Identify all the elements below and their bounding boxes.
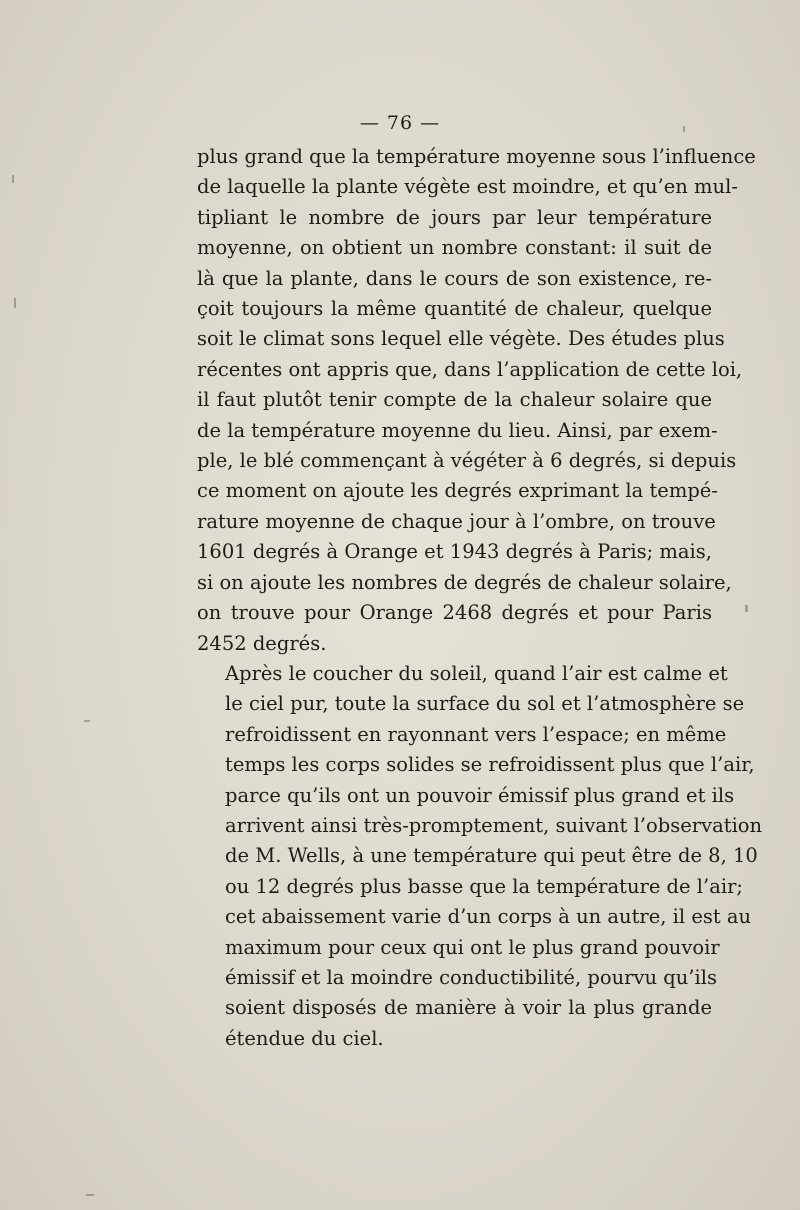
text-line: maximum pour ceux qui ont le plus grand pouvoir	[225, 935, 720, 959]
text-line: tipliant le nombre de jours par leur température	[197, 205, 712, 229]
scan-speck	[86, 1194, 94, 1196]
text-line: là que la plante, dans le cours de son existence, re-	[197, 266, 712, 290]
text-line: récentes ont appris que, dans l’application de cette loi,	[197, 357, 743, 381]
text-line: plus grand que la température moyenne sous l’influence	[197, 145, 756, 168]
text-line: temps les corps solides se refroidissent plus que l’air,	[225, 753, 755, 777]
text-line: émissif et la moindre conductibilité, pourvu qu’ils	[225, 965, 717, 989]
text-line: soient disposés de manière à voir la plus grande	[225, 996, 712, 1020]
text-line: de M. Wells, à une température qui peut être de 8, 10	[225, 844, 758, 868]
scan-speck	[84, 720, 90, 722]
text-line: refroidissent en rayonnant vers l’espace; en même	[225, 722, 727, 746]
scan-speck	[12, 175, 14, 183]
text-line: Après le coucher du soleil, quand l’air est calme et	[225, 661, 728, 685]
scan-speck	[683, 126, 685, 132]
text-line: ple, le blé commençant à végéter à 6 degrés, si depuis	[197, 449, 737, 473]
text-line: soit le climat sons lequel elle végète. Des études plus	[197, 327, 725, 351]
text-line: étendue du ciel.	[225, 1026, 384, 1050]
text-line: si on ajoute les nombres de degrés de chaleur solaire,	[197, 570, 732, 594]
paragraph-1	[197, 142, 756, 659]
scan-speck	[14, 298, 16, 308]
body-text	[197, 142, 763, 1054]
text-line: rature moyenne de chaque jour à l’ombre, on trouve	[197, 509, 716, 533]
text-line: ce moment on ajoute les degrés exprimant la tempé-	[197, 479, 718, 503]
text-line: de laquelle la plante végète est moindre, et qu’en mul-	[197, 175, 738, 199]
scan-speck	[745, 605, 748, 612]
text-line: de la température moyenne du lieu. Ainsi, par exem-	[197, 418, 718, 442]
text-line: moyenne, on obtient un nombre constant: il suit de	[197, 236, 712, 260]
text-line: cet abaissement varie d’un corps à un autre, il est au	[225, 905, 752, 929]
text-line: on trouve pour Orange 2468 degrés et pour Paris	[197, 601, 712, 625]
text-line: 2452 degrés.	[197, 631, 327, 655]
text-line: parce qu’ils ont un pouvoir émissif plus grand et ils	[225, 783, 735, 807]
text-line: çoit toujours la même quantité de chaleur, quelque	[197, 297, 712, 321]
page-number: — 76 —	[359, 112, 441, 134]
text-line: ou 12 degrés plus basse que la température de l’air;	[225, 874, 743, 898]
text-line: le ciel pur, toute la surface du sol et l’atmosphère se	[225, 692, 745, 716]
paragraph-2	[197, 659, 763, 1054]
text-line: 1601 degrés à Orange et 1943 degrés à Paris; mais,	[197, 540, 712, 564]
text-line: il faut plutôt tenir compte de la chaleur solaire que	[197, 388, 712, 412]
text-line: arrivent ainsi très-promptement, suivant l’observation	[225, 813, 763, 837]
